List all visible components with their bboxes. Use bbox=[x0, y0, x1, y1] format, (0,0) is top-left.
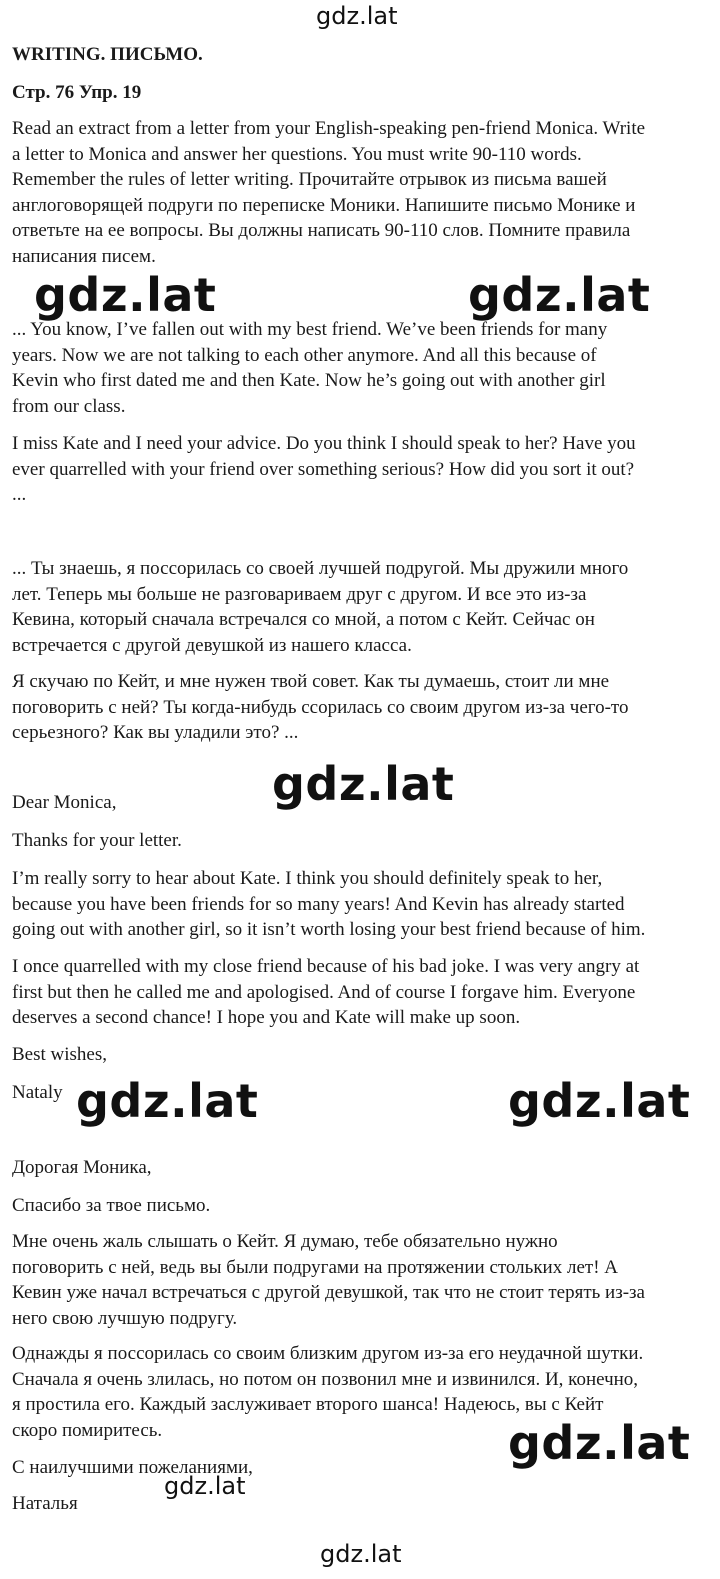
letter-en-signature: Nataly bbox=[12, 1082, 63, 1103]
text-line: ... bbox=[12, 484, 27, 505]
text-line: I’m really sorry to hear about Kate. I think you should definitely speak to her, bbox=[12, 868, 603, 889]
text-line: from our class. bbox=[12, 395, 126, 417]
text-line: Сначала я очень злилась, но потом он позвонил мне и извинился. И, конечно, bbox=[12, 1368, 639, 1390]
section-title: WRITING. ПИСЬМО. bbox=[12, 44, 203, 65]
letter-ru-greeting: Дорогая Моника, bbox=[12, 1157, 152, 1178]
extract-en-paragraph-2 bbox=[12, 431, 712, 508]
text-line: first but then he called me and apologised. And of course I forgave him. Everyone bbox=[12, 981, 636, 1003]
text-line: a letter to Monica and answer her questions. You must write 90-110 words. bbox=[12, 143, 582, 165]
text-line: поговорить с ней? Ты когда-нибудь ссорилась со своим другом из-за чего-то bbox=[12, 696, 629, 718]
watermark-right-2: gdz.lat bbox=[508, 1074, 691, 1128]
text-line: поговорить с ней, ведь вы были подругами на протяжении стольких лет! А bbox=[12, 1256, 618, 1278]
text-line: Однажды я поссорилась со своим близким другом из-за его неудачной шутки. bbox=[12, 1343, 644, 1364]
watermark-small-bottom-left: gdz.lat bbox=[164, 1472, 246, 1500]
text-line: серьезного? Как вы уладили это? ... bbox=[12, 722, 299, 743]
watermark-right-3: gdz.lat bbox=[508, 1416, 691, 1470]
text-line: Кевин уже начал встречаться с другой девушкой, так что не стоит терять из-за bbox=[12, 1282, 645, 1303]
text-line: ... You know, I’ve fallen out with my best friend. We’ve been friends for many bbox=[12, 319, 608, 340]
text-line: I miss Kate and I need your advice. Do you think I should speak to her? Have you bbox=[12, 433, 636, 454]
text-line: ответьте на ее вопросы. Вы должны написать 90-110 слов. Помните правила bbox=[12, 220, 631, 241]
text-line: него свою лучшую подругу. bbox=[12, 1307, 238, 1329]
letter-en-paragraph-1 bbox=[12, 866, 712, 943]
watermark-center-1: gdz.lat bbox=[272, 757, 455, 811]
letter-en-paragraph-2 bbox=[12, 954, 712, 1031]
letter-ru-thanks: Спасибо за твое письмо. bbox=[12, 1195, 211, 1216]
text-line: Read an extract from a letter from your English-speaking pen-friend Monica. Write bbox=[12, 118, 646, 139]
text-line: I once quarrelled with my close friend because of his bad joke. I was very angry at bbox=[12, 956, 640, 977]
exercise-number: Стр. 76 Упр. 19 bbox=[12, 82, 142, 103]
text-line: deserves a second chance! I hope you and Kate will make up soon. bbox=[12, 1007, 521, 1028]
watermark-bottom: gdz.lat bbox=[320, 1540, 402, 1568]
text-line: лет. Теперь мы больше не разговариваем друг с другом. И все это из-за bbox=[12, 583, 587, 605]
letter-ru-paragraph-1 bbox=[12, 1229, 712, 1331]
text-line: Я скучаю по Кейт, и мне нужен твой совет. Как ты думаешь, стоит ли мне bbox=[12, 671, 610, 692]
extract-en-paragraph-1 bbox=[12, 317, 712, 419]
task-paragraph bbox=[12, 116, 712, 269]
text-line: встречается с другой девушкой из нашего класса. bbox=[12, 634, 412, 656]
watermark-top: gdz.lat bbox=[316, 2, 398, 30]
letter-en-greeting: Dear Monica, bbox=[12, 792, 117, 813]
extract-ru-paragraph-1 bbox=[12, 556, 712, 658]
text-line: англоговорящей подруги по переписке Моники. Напишите письмо Монике и bbox=[12, 194, 636, 216]
watermark-left-2: gdz.lat bbox=[76, 1074, 259, 1128]
text-line: years. Now we are not talking to each other anymore. And all this because of bbox=[12, 344, 597, 366]
text-line: Мне очень жаль слышать о Кейт. Я думаю, тебе обязательно нужно bbox=[12, 1231, 558, 1252]
letter-ru-closing: С наилучшими пожеланиями, bbox=[12, 1457, 253, 1478]
watermark-left-1: gdz.lat bbox=[34, 268, 217, 322]
text-line: because you have been friends for so many years! And Kevin has already started bbox=[12, 893, 625, 915]
text-line: ... Ты знаешь, я поссорилась со своей лучшей подругой. Мы дружили много bbox=[12, 558, 629, 579]
watermark-right-1: gdz.lat bbox=[468, 268, 651, 322]
extract-ru-paragraph-2 bbox=[12, 669, 712, 746]
letter-en-closing: Best wishes, bbox=[12, 1044, 107, 1065]
letter-ru-signature: Наталья bbox=[12, 1493, 78, 1514]
text-line: написания писем. bbox=[12, 245, 156, 267]
text-line: Kevin who first dated me and then Kate. Now he’s going out with another girl bbox=[12, 370, 606, 391]
text-line: скоро помиритесь. bbox=[12, 1419, 163, 1441]
text-line: going out with another girl, so it isn’t worth losing your best friend because of him. bbox=[12, 919, 646, 940]
text-line: Remember the rules of letter writing. Прочитайте отрывок из письма вашей bbox=[12, 169, 607, 190]
text-line: ever quarrelled with your friend over something serious? How did you sort it out? bbox=[12, 458, 635, 480]
letter-en-thanks: Thanks for your letter. bbox=[12, 830, 182, 851]
text-line: Кевина, который сначала встречался со мной, а потом с Кейт. Сейчас он bbox=[12, 609, 595, 630]
text-line: я простила его. Каждый заслуживает второго шанса! Надеюсь, вы с Кейт bbox=[12, 1394, 604, 1415]
